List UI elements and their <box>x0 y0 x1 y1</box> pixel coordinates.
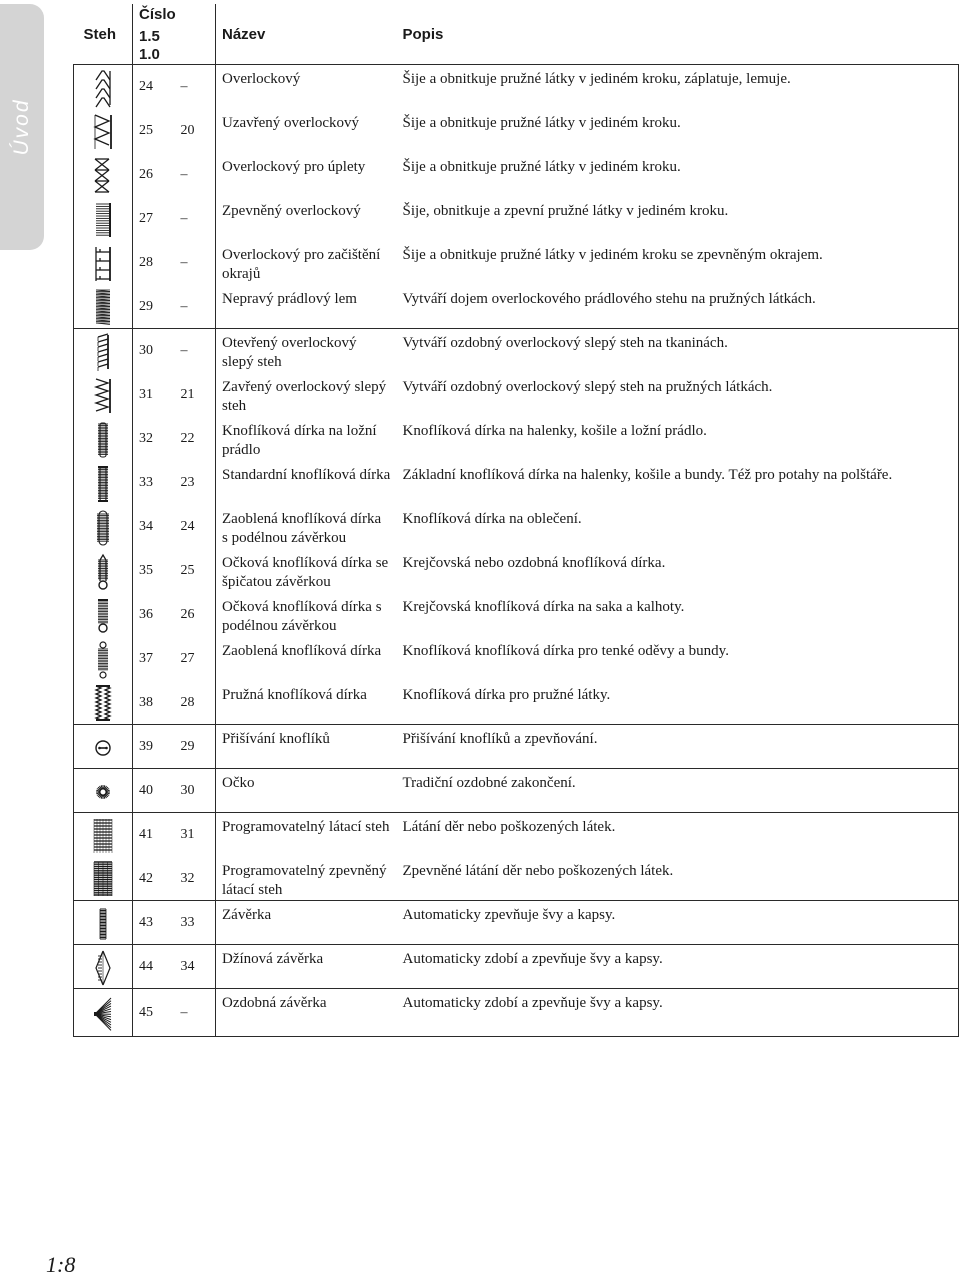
table-row <box>74 153 959 197</box>
table-row <box>74 109 959 153</box>
stitch-number-v10: 20 <box>175 109 216 153</box>
stitch-name: Programovatelný látací steh <box>216 813 397 857</box>
stitch-cell <box>74 109 133 153</box>
rounded-buttonhole-bartack-icon <box>74 508 132 548</box>
overlock-zigzag-icon <box>74 68 132 108</box>
stitch-cell <box>74 153 133 197</box>
reinforced-darning-icon <box>74 859 132 899</box>
stitch-description: Šije, obnitkuje a zpevní pružné látky v jediném kroku. <box>397 197 959 241</box>
table-row <box>74 725 959 769</box>
table-row <box>74 593 959 637</box>
table-row <box>74 285 959 329</box>
stitch-cell <box>74 549 133 593</box>
stitch-name: Džínová závěrka <box>216 945 397 989</box>
stitch-number-v15: 27 <box>133 197 175 241</box>
table-row <box>74 329 959 373</box>
stitch-cell <box>74 373 133 417</box>
table-row <box>74 241 959 285</box>
stitch-name: Zpevněný overlockový <box>216 197 397 241</box>
stitch-description: Tradiční ozdobné zakončení. <box>397 769 959 813</box>
decorative-bartack-icon <box>74 994 132 1034</box>
stitch-number-v15: 33 <box>133 461 175 505</box>
stitch-description: Automaticky zdobí a zpevňuje švy a kapsy. <box>397 945 959 989</box>
stitch-number-v15: 45 <box>133 989 175 1037</box>
stitch-description: Vytváří ozdobný overlockový slepý steh na tkaninách. <box>397 329 959 373</box>
stitch-number-v10: – <box>175 241 216 285</box>
stitch-number-v15: 39 <box>133 725 175 769</box>
stitch-number-v15: 41 <box>133 813 175 857</box>
stitch-name: Přišívání knoflíků <box>216 725 397 769</box>
mock-lingerie-hem-icon <box>74 287 132 327</box>
standard-buttonhole-icon <box>74 464 132 504</box>
page-number: 1:8 <box>46 1252 75 1278</box>
stitch-number-v10: – <box>175 197 216 241</box>
stitch-number-v10: 29 <box>175 725 216 769</box>
table-row <box>74 505 959 549</box>
table-row <box>74 373 959 417</box>
stitch-cell <box>74 725 133 769</box>
table-row <box>74 989 959 1037</box>
stitch-number-v10: 26 <box>175 593 216 637</box>
rounded-buttonhole-icon <box>74 640 132 680</box>
stitch-cell <box>74 505 133 549</box>
darning-icon <box>74 816 132 856</box>
stitch-number-v15: 44 <box>133 945 175 989</box>
stitch-cell <box>74 285 133 329</box>
stitch-name: Pružná knoflíková dírka <box>216 681 397 725</box>
table-row <box>74 197 959 241</box>
stitch-cell <box>74 769 133 813</box>
stitch-description: Knoflíková dírka na oblečení. <box>397 505 959 549</box>
stitch-name: Ozdobná závěrka <box>216 989 397 1037</box>
stitch-cell <box>74 593 133 637</box>
stitch-name: Standardní knoflíková dírka <box>216 461 397 505</box>
stitch-number-v10: – <box>175 65 216 109</box>
stitch-number-v15: 38 <box>133 681 175 725</box>
stitch-description: Knoflíková knoflíková dírka pro tenké oděvy a bundy. <box>397 637 959 681</box>
stitch-cell <box>74 197 133 241</box>
stitch-description: Základní knoflíková dírka na halenky, košile a bundy. Též pro potahy na polštáře. <box>397 461 959 505</box>
stitch-name: Zavřený overlockový slepý steh <box>216 373 397 417</box>
stitch-description: Šije a obnitkuje pružné látky v jediném kroku se zpevněným okrajem. <box>397 241 959 285</box>
closed-overlock-blind-icon <box>74 376 132 416</box>
stitch-description: Vytváří ozdobný overlockový slepý steh na pružných látkách. <box>397 373 959 417</box>
knit-overlock-icon <box>74 156 132 196</box>
stitch-number-v10: 24 <box>175 505 216 549</box>
stitch-number-v10: 25 <box>175 549 216 593</box>
lingerie-buttonhole-icon <box>74 420 132 460</box>
stitch-name: Otevřený overlockový slepý steh <box>216 329 397 373</box>
stitch-name: Nepravý prádlový lem <box>216 285 397 329</box>
stitch-name: Zaoblená knoflíková dírka <box>216 637 397 681</box>
stitch-description: Vytváří dojem overlockového prádlového stehu na pružných látkách. <box>397 285 959 329</box>
stitch-cell <box>74 417 133 461</box>
stitch-name: Očková knoflíková dírka se špičatou závěrkou <box>216 549 397 593</box>
stitch-number-v10: 23 <box>175 461 216 505</box>
stitch-number-v15: 32 <box>133 417 175 461</box>
stitch-cell <box>74 945 133 989</box>
stitch-number-v15: 29 <box>133 285 175 329</box>
stitch-number-v15: 36 <box>133 593 175 637</box>
section-tab[interactable] <box>0 4 44 250</box>
stitch-description: Automaticky zdobí a zpevňuje švy a kapsy. <box>397 989 959 1037</box>
stitch-name: Očko <box>216 769 397 813</box>
header-version-a: 1.5 <box>139 28 179 46</box>
table-row <box>74 637 959 681</box>
stitch-description: Knoflíková dírka na halenky, košile a ložní prádlo. <box>397 417 959 461</box>
section-tab-label: Úvod <box>10 98 34 155</box>
stitch-cell <box>74 241 133 285</box>
stitch-number-v10: 28 <box>175 681 216 725</box>
stitch-number-v15: 42 <box>133 857 175 901</box>
table-row <box>74 945 959 989</box>
stitch-number-v10: 33 <box>175 901 216 945</box>
stitch-number-v10: – <box>175 329 216 373</box>
header-nazev: Název <box>216 4 397 65</box>
stretch-buttonhole-icon <box>74 683 132 723</box>
header-cislo-label: Číslo <box>139 6 209 24</box>
table-row <box>74 681 959 725</box>
stitch-number-v10: 21 <box>175 373 216 417</box>
stitch-cell <box>74 65 133 109</box>
stitch-name: Uzavřený overlockový <box>216 109 397 153</box>
closed-overlock-icon <box>74 112 132 152</box>
header-cislo <box>133 4 216 65</box>
stitch-number-v15: 31 <box>133 373 175 417</box>
stitch-number-v15: 35 <box>133 549 175 593</box>
open-overlock-blind-icon <box>74 332 132 372</box>
stitch-cell <box>74 989 133 1037</box>
stitch-cell <box>74 857 133 901</box>
table-header-row <box>74 4 959 65</box>
stitch-description: Knoflíková dírka pro pružné látky. <box>397 681 959 725</box>
bartack-icon <box>74 904 132 944</box>
stitch-name: Programovatelný zpevněný látací steh <box>216 857 397 901</box>
edge-finish-overlock-icon <box>74 244 132 284</box>
table-row <box>74 769 959 813</box>
stitch-number-v10: – <box>175 153 216 197</box>
table-row <box>74 813 959 857</box>
stitch-number-v15: 34 <box>133 505 175 549</box>
stitch-number-v15: 37 <box>133 637 175 681</box>
denim-bartack-icon <box>74 948 132 988</box>
stitch-description: Šije a obnitkuje pružné látky v jediném kroku, záplatuje, lemuje. <box>397 65 959 109</box>
stitch-number-v10: 27 <box>175 637 216 681</box>
stitch-number-v10: 31 <box>175 813 216 857</box>
header-version-b: 1.0 <box>139 46 179 64</box>
stitch-cell <box>74 329 133 373</box>
stitch-number-v10: 32 <box>175 857 216 901</box>
stitch-name: Zaoblená knoflíková dírka s podélnou závěrkou <box>216 505 397 549</box>
stitch-description: Šije a obnitkuje pružné látky v jediném kroku. <box>397 109 959 153</box>
eyelet-icon <box>74 772 132 812</box>
stitch-table <box>73 4 959 1037</box>
keyhole-pointed-buttonhole-icon <box>74 552 132 592</box>
stitch-name: Knoflíková dírka na ložní prádlo <box>216 417 397 461</box>
stitch-number-v10: – <box>175 285 216 329</box>
stitch-number-v15: 28 <box>133 241 175 285</box>
table-row <box>74 549 959 593</box>
stitch-description: Zpevněné látání děr nebo poškozených látek. <box>397 857 959 901</box>
header-popis: Popis <box>397 4 959 65</box>
stitch-number-v10: 34 <box>175 945 216 989</box>
reinforced-overlock-icon <box>74 200 132 240</box>
stitch-name: Očková knoflíková dírka s podélnou závěrkou <box>216 593 397 637</box>
table-row <box>74 65 959 109</box>
table-row <box>74 901 959 945</box>
stitch-number-v10: 30 <box>175 769 216 813</box>
stitch-description: Šije a obnitkuje pružné látky v jediném kroku. <box>397 153 959 197</box>
stitch-number-v10: – <box>175 989 216 1037</box>
table-row <box>74 461 959 505</box>
stitch-cell <box>74 813 133 857</box>
header-steh: Steh <box>74 4 133 65</box>
stitch-number-v15: 24 <box>133 65 175 109</box>
stitch-number-v15: 25 <box>133 109 175 153</box>
stitch-name: Overlockový <box>216 65 397 109</box>
stitch-name: Overlockový pro začištění okrajů <box>216 241 397 285</box>
stitch-description: Krejčovská nebo ozdobná knoflíková dírka. <box>397 549 959 593</box>
stitch-cell <box>74 637 133 681</box>
stitch-name: Závěrka <box>216 901 397 945</box>
table-row <box>74 857 959 901</box>
stitch-cell <box>74 681 133 725</box>
stitch-number-v15: 26 <box>133 153 175 197</box>
stitch-number-v10: 22 <box>175 417 216 461</box>
stitch-number-v15: 30 <box>133 329 175 373</box>
stitch-description: Krejčovská knoflíková dírka na saka a kalhoty. <box>397 593 959 637</box>
keyhole-bartack-buttonhole-icon <box>74 596 132 636</box>
stitch-number-v15: 40 <box>133 769 175 813</box>
button-sew-icon <box>74 728 132 768</box>
stitch-number-v15: 43 <box>133 901 175 945</box>
stitch-description: Automaticky zpevňuje švy a kapsy. <box>397 901 959 945</box>
stitch-description: Přišívání knoflíků a zpevňování. <box>397 725 959 769</box>
stitch-description: Látání děr nebo poškozených látek. <box>397 813 959 857</box>
stitch-cell <box>74 901 133 945</box>
stitch-cell <box>74 461 133 505</box>
stitch-name: Overlockový pro úplety <box>216 153 397 197</box>
table-row <box>74 417 959 461</box>
